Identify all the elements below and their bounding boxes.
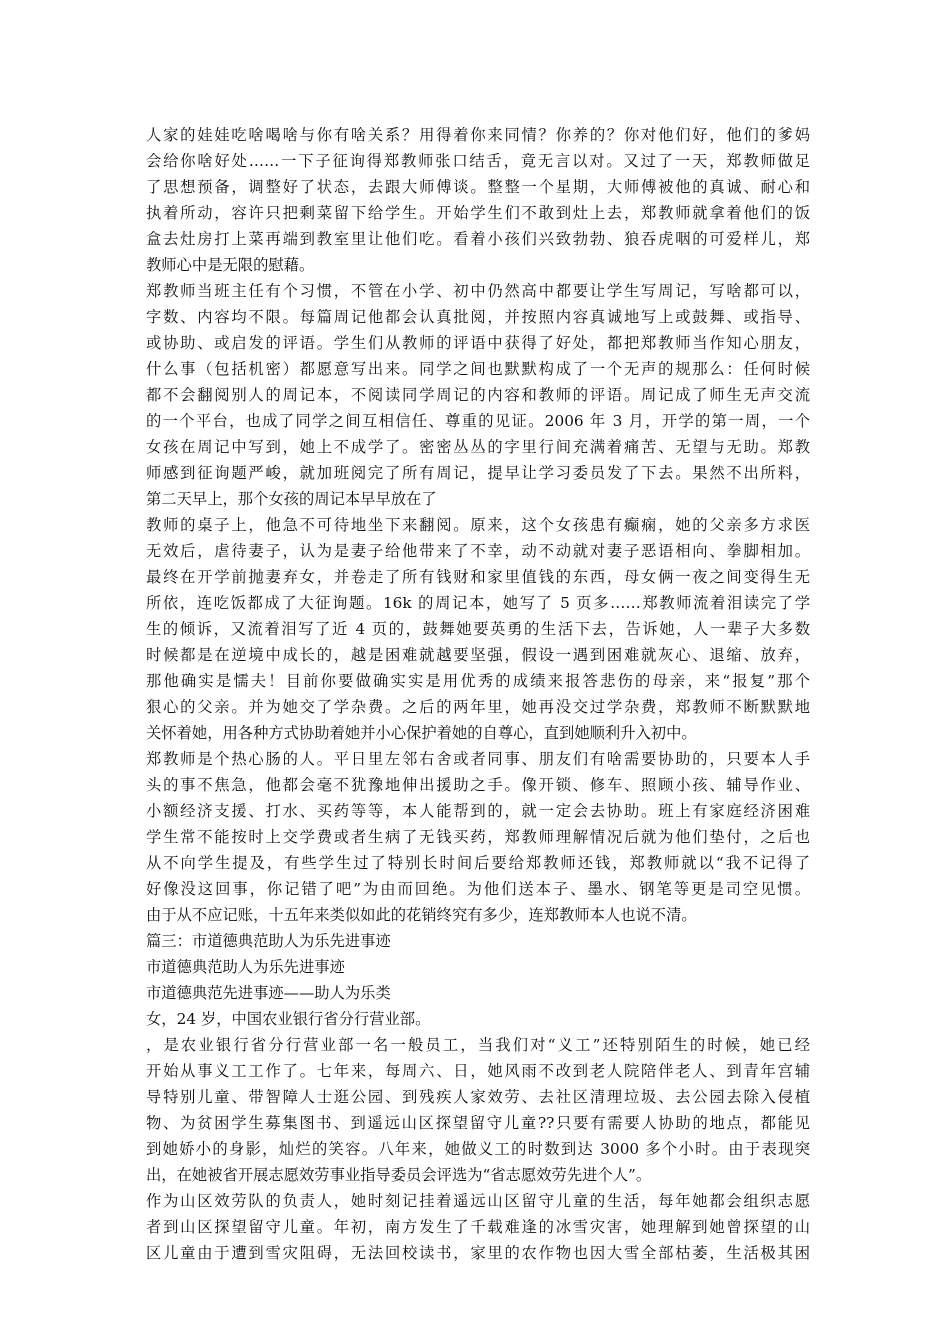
text-line: 学生常不能按时上交学费或者生病了无钱买药，郑教师理解情况后就为他们垫付，之后也 xyxy=(146,828,810,846)
text-line: 所依，连吃饭都成了大征询题。16k 的周记本，她写了 5 页多……郑教师流着泪读完了学 xyxy=(146,594,810,612)
text-line: 会给你啥好处……一下子征询得郑教师张口结舌，竟无言以对。又过了一天，郑教师做足 xyxy=(146,152,810,170)
text-line: 最终在开学前抛妻弃女，并卷走了所有钱财和家里值钱的东西，母女俩一夜之间变得生无 xyxy=(146,568,810,586)
text-line: 到她娇小的身影，灿烂的笑容。八年来，她做义工的时数到达 3000 多个小时。由于表现突 xyxy=(146,1140,810,1158)
text-line: 字数、内容均不限。每篇周记他都会认真批阅，并按照内容真诚地写上或鼓舞、或指导、 xyxy=(146,308,810,326)
text-line: 出，在她被省开展志愿效劳事业指导委员会评选为“省志愿效劳先进个人”。 xyxy=(146,1166,652,1184)
text-line: 的一个平台，也成了同学之间互相信任、尊重的见证。2006 年 3 月，开学的第一周，一个 xyxy=(146,412,810,430)
text-line: ，是农业银行省分行营业部一名一般员工，当我们对“义工”还特别陌生的时候，她已经 xyxy=(146,1036,810,1054)
text-line: 女孩在周记中写到，她上不成学了。密密丛丛的字里行间充满着痛苦、无望与无助。郑教 xyxy=(146,438,810,456)
text-line: 物、为贫困学生募集图书、到遥远山区探望留守儿童??只要有需要人协助的地点，都能见 xyxy=(146,1114,810,1132)
text-line: 郑教师是个热心肠的人。平日里左邻右舍或者同事、朋友们有啥需要协助的，只要本人手 xyxy=(146,750,810,768)
document-body xyxy=(146,122,810,1266)
text-line: 导特别儿童、带智障人士逛公园、到残疾人家效劳、去社区清理垃圾、去公园去除入侵植 xyxy=(146,1088,810,1106)
text-line: 篇三：市道德典范助人为乐先进事迹 xyxy=(146,932,391,950)
text-line: 那他确实是懦夫！目前你要做确实实是用优秀的成绩来报答悲伤的母亲，来“报复”那个 xyxy=(146,672,810,690)
text-line: 女，24 岁，中国农业银行省分行营业部。 xyxy=(146,1010,431,1028)
text-line: 无效后，虐待妻子，认为是妻子给他带来了不幸，动不动就对妻子恶语相向、拳脚相加。 xyxy=(146,542,810,560)
text-line: 什么事（包括机密）都愿意写出来。同学之间也默默构成了一个无声的规那么：任何时候 xyxy=(146,360,810,378)
text-line: 生的倾诉，又流着泪写了近 4 页的，鼓舞她要英勇的生活下去，告诉她，人一辈子大多数 xyxy=(146,620,810,638)
text-line: 执着所动，容许只把剩菜留下给学生。开始学生们不敢到灶上去，郑教师就拿着他们的饭 xyxy=(146,204,810,222)
text-line: 小额经济支援、打水、买药等等，本人能帮到的，就一定会去协助。班上有家庭经济困难 xyxy=(146,802,810,820)
text-line: 人家的娃娃吃啥喝啥与你有啥关系？用得着你来同情？你养的？你对他们好，他们的爹妈 xyxy=(146,126,810,144)
text-line: 作为山区效劳队的负责人，她时刻记挂着遥远山区留守儿童的生活，每年她都会组织志愿 xyxy=(146,1192,810,1210)
text-line: 时候都是在逆境中成长的，越是困难就越要坚强，假设一遇到困难就灰心、退缩、放弃， xyxy=(146,646,810,664)
text-line: 都不会翻阅别人的周记本，不阅读同学周记的内容和教师的评语。周记成了师生无声交流 xyxy=(146,386,810,404)
text-line: 关怀着她，用各种方式协助着她并小心保护着她的自尊心，直到她顺利升入初中。 xyxy=(146,724,697,742)
text-line: 从不向学生提及，有些学生过了特别长时间后要给郑教师还钱，郑教师就以“我不记得了 xyxy=(146,854,810,872)
text-line: 头的事不焦急，他都会毫不犹豫地伸出援助之手。像开锁、修车、照顾小孩、辅导作业、 xyxy=(146,776,810,794)
text-line: 由于从不应记账，十五年来类似如此的花销终究有多少，连郑教师本人也说不清。 xyxy=(146,906,697,924)
text-line: 师感到征询题严峻，就加班阅完了所有周记，提早让学习委员发了下去。果然不出所料， xyxy=(146,464,810,482)
text-line: 开始从事义工工作了。七年来，每周六、日，她风雨不改到老人院陪伴老人、到青年宫辅 xyxy=(146,1062,810,1080)
text-line: 市道德典范先进事迹——助人为乐类 xyxy=(146,984,391,1002)
text-line: 教师心中是无限的慰藉。 xyxy=(146,256,315,274)
text-line: 了思想预备，调整好了状态，去跟大师傅谈。整整一个星期，大师傅被他的真诚、耐心和 xyxy=(146,178,810,196)
text-line: 教师的桌子上，他急不可待地坐下来翻阅。原来，这个女孩患有癫痫，她的父亲多方求医 xyxy=(146,516,810,534)
text-line: 市道德典范助人为乐先进事迹 xyxy=(146,958,345,976)
text-line: 第二天早上，那个女孩的周记本早早放在了 xyxy=(146,490,437,508)
text-line: 盒去灶房打上菜再端到教室里让他们吃。看着小孩们兴致勃勃、狼吞虎咽的可爱样儿，郑 xyxy=(146,230,810,248)
text-line: 或协助、或启发的评语。学生们从教师的评语中获得了好处，都把郑教师当作知心朋友， xyxy=(146,334,810,352)
text-line: 狠心的父亲。并为她交了学杂费。之后的两年里，她再没交过学杂费，郑教师不断默默地 xyxy=(146,698,810,716)
text-line: 者到山区探望留守儿童。年初，南方发生了千载难逢的冰雪灾害，她理解到她曾探望的山 xyxy=(146,1218,810,1236)
text-line: 好像没这回事，你记错了吧”为由而回绝。为他们送本子、墨水、钢笔等更是司空见惯。 xyxy=(146,880,810,898)
text-line: 区儿童由于遭到雪灾阻碍，无法回校读书，家里的农作物也因大雪全部枯萎，生活极其困 xyxy=(146,1244,810,1262)
text-line: 郑教师当班主任有个习惯，不管在小学、初中仍然高中都要让学生写周记，写啥都可以， xyxy=(146,282,810,300)
